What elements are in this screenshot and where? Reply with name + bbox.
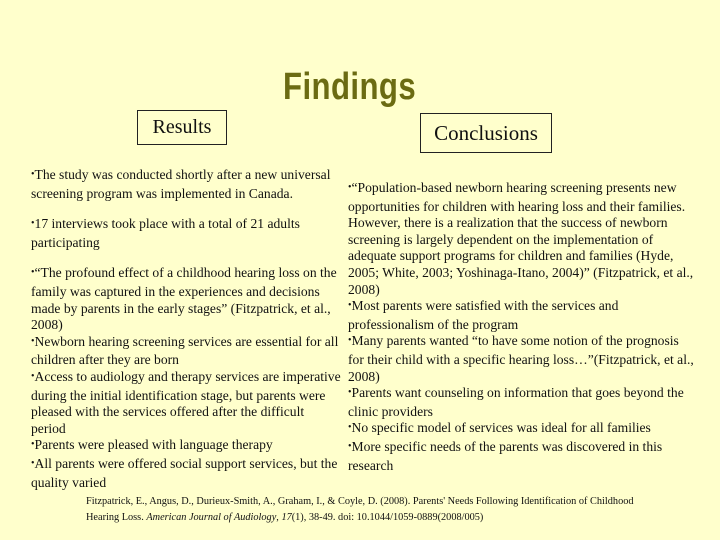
- conclusions-item: • Parents want counseling on information that goes beyond the clinic providers: [348, 385, 698, 420]
- results-item: • Access to audiology and therapy services are imperative during the initial identification stage, but parents were pleased with the services offered after the difficult period: [31, 369, 341, 437]
- results-list: [31, 167, 341, 491]
- conclusions-item: • No specific model of services was ideal for all families: [348, 420, 698, 439]
- conclusions-item: • More specific needs of the parents was discovered in this research: [348, 439, 698, 474]
- citation-authors: Fitzpatrick, E., Angus, D., Durieux-Smith, A., Graham, I., & Coyle, D. (2008). Parents' Needs Following Identification of Childhood Hearing Loss.: [86, 496, 634, 523]
- results-item: • All parents were offered social support services, but the quality varied: [31, 456, 341, 491]
- results-heading-box: Results: [137, 110, 227, 145]
- results-item: • “The profound effect of a childhood hearing loss on the family was captured in the experiences and decisions made by parents in the early stages” (Fitzpatrick, et al., 2008): [31, 265, 341, 333]
- citation-pages: (1), 38-49. doi: 10.1044/1059-0889(2008/005): [291, 512, 484, 523]
- slide-title: Findings: [283, 66, 417, 108]
- citation: Fitzpatrick, E., Angus, D., Durieux-Smith, A., Graham, I., & Coyle, D. (2008). Parents' Needs Following Identification of Childhood Hearing Loss. American Journal of Audiology, 17(1), 38-49. doi: 10.1044/1059-0889(2008/005): [86, 496, 634, 523]
- conclusions-item: • Many parents wanted “to have some notion of the prognosis for their child with a specific hearing loss…”(Fitzpatrick, et al., 2008): [348, 333, 698, 385]
- citation-volume: 17: [281, 512, 292, 523]
- conclusions-item: • “Population-based newborn hearing screening presents new opportunities for children with hearing loss and their families. However, there is a realization that the success of newborn screening is largely dependent on the implementation of adequate support programs for children and families (Hyde, 2005; White, 2003; Yoshinaga-Itano, 2004)” (Fitzpatrick, et al., 2008): [348, 180, 698, 298]
- results-item: • The study was conducted shortly after a new universal screening program was implemented in Canada.: [31, 167, 341, 202]
- conclusions-list: [348, 180, 698, 474]
- results-item: • Newborn hearing screening services are essential for all children after they are born: [31, 334, 341, 369]
- conclusions-heading-box: Conclusions: [420, 113, 552, 153]
- results-item: • Parents were pleased with language therapy: [31, 437, 341, 456]
- citation-journal: American Journal of Audiology: [146, 512, 277, 523]
- conclusions-item: • Most parents were satisfied with the services and professionalism of the program: [348, 298, 698, 333]
- results-item: • 17 interviews took place with a total of 21 adults participating: [31, 216, 341, 251]
